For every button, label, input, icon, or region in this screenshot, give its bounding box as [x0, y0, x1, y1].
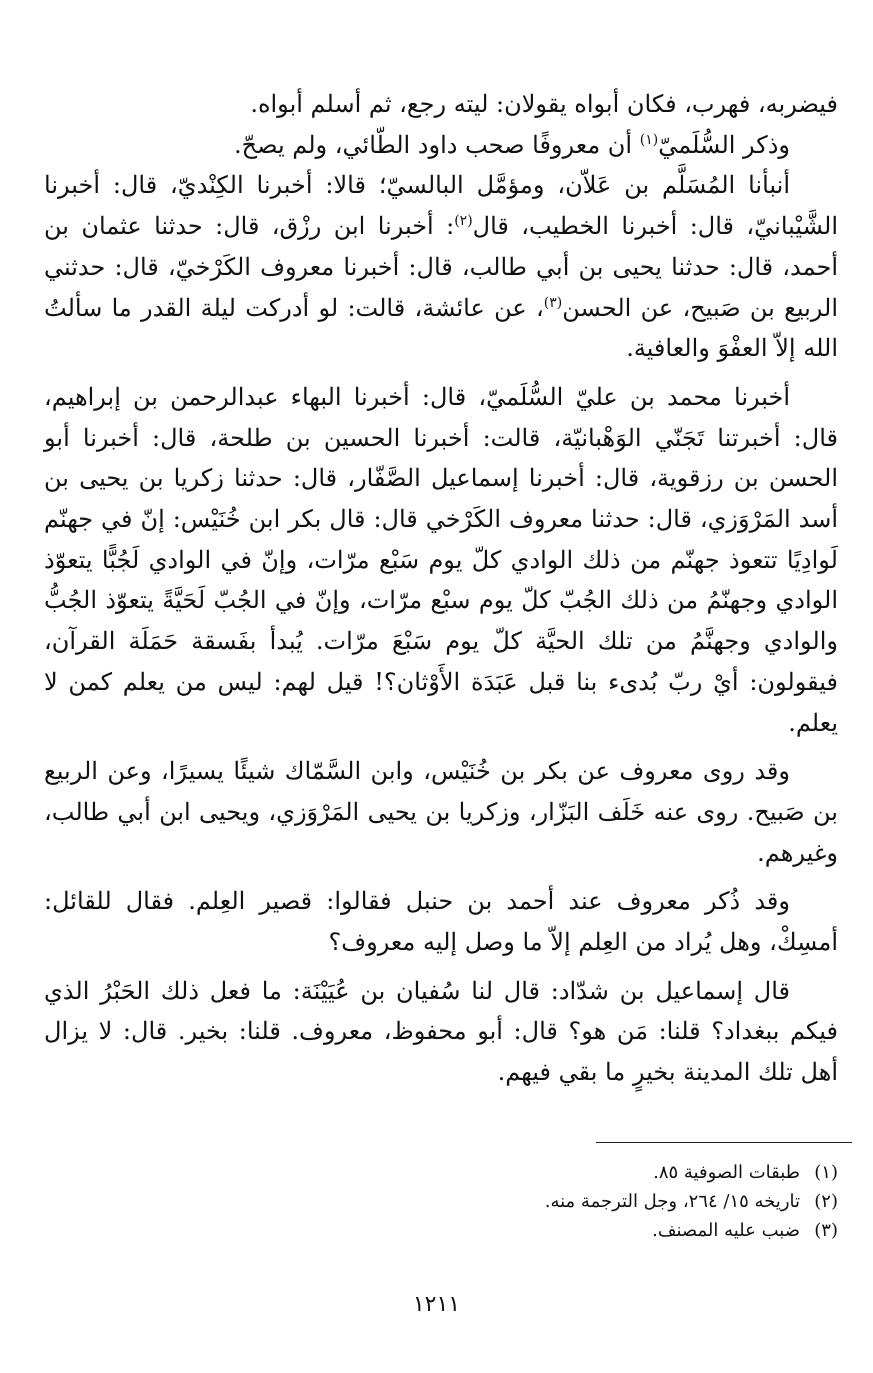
footnote-ref: (١) — [639, 131, 659, 148]
footnote-ref: (٣) — [543, 294, 563, 311]
paragraph-text: أخبرنا محمد بن عليّ السُّلَميّ، قال: أخبرنا البهاء عبدالرحمن بن إبراهيم، قال: أخبرتنا تَجَنّي الوَهْبانيّة، قالت: أخبرنا الحسين بن طلحة، قال: أخبرنا أبو الحسن بن رزقوية، قال: أخبرنا إسماعيل الصَّفّار، قال: حدثنا زكريا بن يحيى بن أسد المَرْوَزي، قال: حدثنا معروف الكَرْخي قال: قال بكر ابن خُنَيْس: إنّ في جهنّم لَوادِيًا تتعوذ جهنّم من ذلك الوادي كلّ يوم سَبْع مرّات، وإنّ في الوادي لَجُبًّا يتعوّذ الوادي وجهنّمُ من ذلك الجُبّ كلّ يوم سبْع مرّات، وإنّ في الجُبّ لَحَيَّةً يتعوّذ الجُبُّ والوادي وجهنَّمُ من تلك الحيَّة كلّ يوم سَبْعَ مرّات. يُبدأ بفَسقة حَمَلَة القرآن، فيقولون: أيْ ربّ بُدىء بنا قبل عَبَدَة الأَوْثان؟! قيل لهم: ليس من يعلم كمن لا يعلم. — [44, 382, 838, 737]
footnote-divider — [596, 1142, 852, 1143]
paragraph-p5 — [44, 751, 838, 873]
footnote-item — [238, 1216, 838, 1245]
paragraph-p6 — [44, 881, 838, 962]
footnote-text: ضبب عليه المصنف. — [652, 1220, 800, 1241]
paragraph-text: : أخبرنا ابن رزْق، قال: حدثنا عثمان بن أحمد، قال: حدثنا يحيى بن أبي طالب، قال: أخبرنا معروف الكَرْخيّ، قال: حدثني الربيع بن صَبيح، عن الحسن — [44, 212, 839, 322]
paragraph-text: ، عن عائشة، قالت: لو أدركت ليلة القدر ما سألتُ الله إلاّ العفْوَ والعافية. — [44, 293, 838, 363]
paragraph-p1 — [44, 84, 838, 125]
footnote-item — [238, 1187, 838, 1216]
footnotes — [238, 1158, 838, 1245]
paragraph-p3 — [44, 165, 838, 369]
page-number: ١٢١١ — [412, 1292, 461, 1317]
footnote-number: (٣) — [814, 1220, 838, 1241]
paragraph-p2 — [44, 125, 838, 166]
paragraph-text: وذكر السُّلَميّ — [658, 130, 790, 159]
paragraph-p4 — [44, 377, 838, 743]
footnote-text: تاريخه ١٥/ ٢٦٤، وجل الترجمة منه. — [544, 1191, 800, 1212]
footnote-text: طبقات الصوفية ٨٥. — [653, 1162, 800, 1183]
paragraph-text: وقد روى معروف عن بكر بن خُنَيْس، وابن السَّمّاك شيئًا يسيرًا، وعن الربيع بن صَبيح. روى عنه خَلَف البَزّار، وزكريا بن يحيى المَرْوَزي، ويحيى ابن أبي طالب، وغيرهم. — [44, 757, 838, 867]
footnote-number: (٢) — [814, 1191, 838, 1212]
paragraph-text: وقد ذُكر معروف عند أحمد بن حنبل فقالوا: قصير العِلم. فقال للقائل: أمسِكْ، وهل يُراد من العِلم إلاّ ما وصل إليه معروف؟ — [44, 887, 838, 957]
footnote-number: (١) — [814, 1162, 838, 1183]
paragraph-text: أن معروفًا صحب داود الطّائي، ولم يصحّ. — [234, 130, 640, 159]
footnote-ref: (٢) — [454, 213, 473, 230]
paragraph-p7 — [44, 971, 838, 1093]
paragraph-text: أنبأنا المُسَلَّم بن عَلاّن، ومؤمَّل البالسيّ؛ قالا: أخبرنا الكِنْديّ، قال: أخبرنا الشَّيْبانيّ، قال: أخبرنا الخطيب، قال — [44, 171, 839, 241]
footnote-item — [238, 1158, 838, 1187]
paragraph-text: فيضربه، فهرب، فكان أبواه يقولان: ليته رجع، ثم أسلم أبواه. — [250, 90, 838, 118]
paragraph-text: قال إسماعيل بن شدّاد: قال لنا سُفيان بن عُيَيْنَة: ما فعل ذلك الحَبْرُ الذي فيكم ببغداد؟ قلنا: مَن هو؟ قال: أبو محفوظ، معروف. قلنا: بخير. قال: لا يزال أهل تلك المدينة بخيرٍ ما بقي فيهم. — [44, 976, 838, 1087]
main-text — [44, 84, 838, 1093]
